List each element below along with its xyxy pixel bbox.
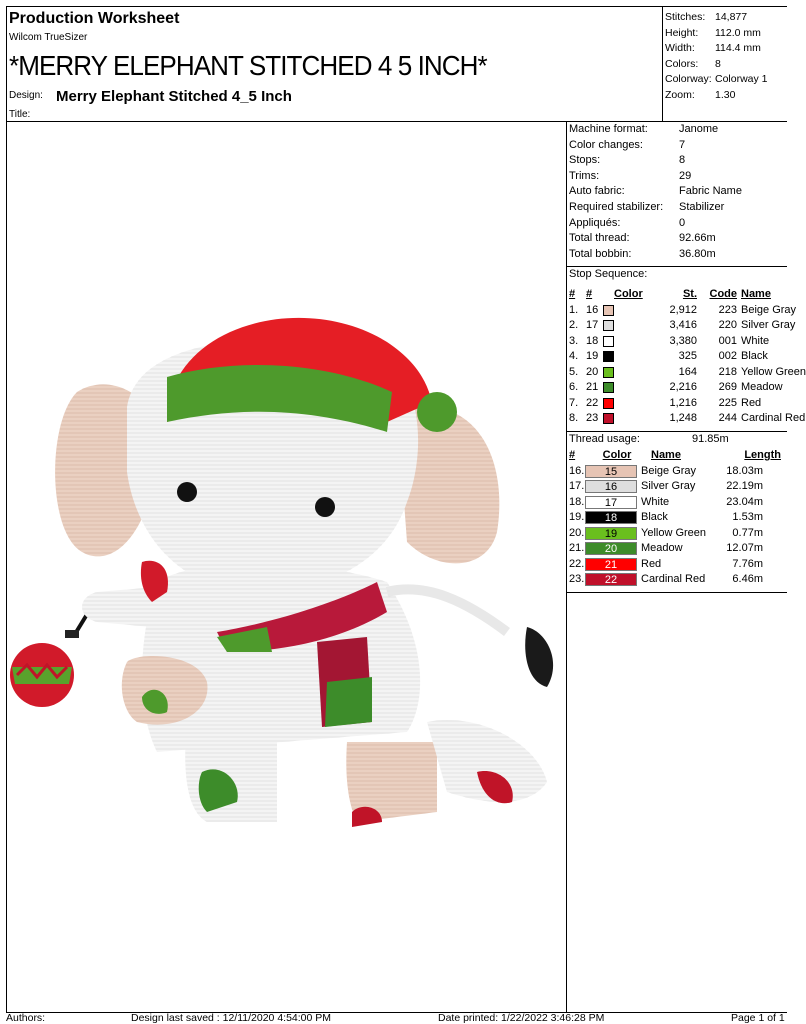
stop-color-number: 19 xyxy=(586,350,599,362)
stat-value: 8 xyxy=(715,57,721,70)
thread-length: 6.46m xyxy=(732,573,763,585)
stat-value: 14,877 xyxy=(715,11,748,23)
stop-color-swatch xyxy=(603,305,614,316)
thread-usage-label: Thread usage: xyxy=(569,433,640,445)
stat-row xyxy=(665,41,768,57)
machine-section-border xyxy=(566,266,787,267)
machine-label: Total bobbin: xyxy=(569,247,632,260)
machine-label: Auto fabric: xyxy=(569,185,625,198)
sidebar-divider xyxy=(566,121,567,1013)
stop-code: 001 xyxy=(718,334,737,347)
thread-index: 18. xyxy=(569,495,585,508)
stat-row xyxy=(665,26,768,42)
date-printed: Date printed: 1/22/2022 3:46:28 PM xyxy=(438,1012,605,1024)
machine-row xyxy=(569,153,787,169)
stop-color-swatch xyxy=(603,382,614,393)
thread-header-name: Name xyxy=(651,449,681,461)
stat-row xyxy=(665,88,768,104)
thread-index: 23. xyxy=(569,573,585,585)
stop-stitches: 325 xyxy=(678,350,697,362)
stop-row xyxy=(569,318,806,334)
stop-header-row xyxy=(569,287,806,303)
thread-section-border xyxy=(566,592,787,593)
stat-value: Colorway 1 xyxy=(715,73,768,85)
authors-label: Authors: xyxy=(6,1012,46,1024)
stop-color-number: 17 xyxy=(586,319,599,331)
stop-color-swatch xyxy=(603,413,614,424)
machine-row xyxy=(569,200,787,216)
stat-label: Colors: xyxy=(665,57,699,70)
thread-name: Meadow xyxy=(641,542,683,554)
stop-index: 6. xyxy=(569,381,579,393)
machine-label: Total thread: xyxy=(569,232,630,245)
stop-row xyxy=(569,396,806,412)
stop-code: 002 xyxy=(718,350,737,362)
stop-stitches: 3,380 xyxy=(669,334,697,347)
thread-row xyxy=(569,495,781,511)
machine-row xyxy=(569,184,787,200)
thread-length: 22.19m xyxy=(726,480,763,492)
stat-row xyxy=(665,72,768,88)
thread-name: Black xyxy=(641,511,668,523)
stop-index: 4. xyxy=(569,350,579,362)
stop-sequence-table xyxy=(569,287,806,427)
machine-row xyxy=(569,138,787,154)
machine-value: 8 xyxy=(679,154,686,167)
thread-index: 19. xyxy=(569,511,585,523)
thread-row xyxy=(569,557,781,573)
stop-code: 223 xyxy=(718,303,737,316)
stop-stitches: 1,248 xyxy=(669,412,697,424)
stop-color-number: 16 xyxy=(586,303,599,316)
stat-value: 1.30 xyxy=(715,88,736,101)
design-value: Merry Elephant Stitched 4_5 Inch xyxy=(56,88,292,105)
stop-color-swatch xyxy=(603,351,614,362)
stop-header-n2: # xyxy=(586,288,593,300)
thread-name: White xyxy=(641,495,670,508)
thread-index: 22. xyxy=(569,557,585,570)
stop-row xyxy=(569,349,806,365)
stop-row xyxy=(569,303,806,319)
stop-header-code: Code xyxy=(709,288,737,300)
machine-value: 36.80m xyxy=(679,247,716,260)
stop-color-swatch xyxy=(603,398,614,409)
title-label: Title: xyxy=(9,109,31,120)
elephant xyxy=(55,318,553,827)
stop-stitches: 2,912 xyxy=(669,303,697,316)
stop-row xyxy=(569,380,806,396)
stop-color-swatch xyxy=(603,320,614,331)
thread-index: 16. xyxy=(569,464,585,477)
thread-color-cell: 22 xyxy=(585,573,637,586)
machine-value: Fabric Name xyxy=(679,185,742,198)
thread-header-color: Color xyxy=(602,449,632,461)
machine-value: Janome xyxy=(679,123,719,135)
thread-usage-total: 91.85m xyxy=(692,433,729,445)
stat-label: Height: xyxy=(665,26,699,39)
stop-color-number: 20 xyxy=(586,365,599,378)
thread-length: 7.76m xyxy=(732,557,763,570)
stat-label: Width: xyxy=(665,42,695,54)
stop-color-swatch xyxy=(603,367,614,378)
stop-index: 3. xyxy=(569,334,579,347)
stat-row xyxy=(665,57,768,73)
stop-index: 7. xyxy=(569,396,579,409)
machine-row xyxy=(569,122,787,138)
thread-length: 1.53m xyxy=(732,511,763,523)
stop-header-n1: # xyxy=(569,288,576,300)
thread-row xyxy=(569,541,781,557)
machine-label: Appliqués: xyxy=(569,216,621,229)
thread-name: Yellow Green xyxy=(641,526,707,539)
thread-name: Red xyxy=(641,557,662,570)
stop-name: Beige Gray xyxy=(741,303,797,316)
machine-label: Required stabilizer: xyxy=(569,200,664,213)
thread-row xyxy=(569,464,781,480)
stop-index: 1. xyxy=(569,303,579,316)
thread-header-row xyxy=(569,448,781,464)
page-number: Page 1 of 1 xyxy=(731,1012,785,1024)
product-name: Wilcom TrueSizer xyxy=(9,32,88,43)
stop-stitches: 164 xyxy=(678,365,697,378)
design-label: Design: xyxy=(9,90,43,101)
thread-index: 21. xyxy=(569,542,585,554)
design-name-big: *MERRY ELEPHANT STITCHED 4 5 INCH* xyxy=(9,50,487,81)
stop-stitches: 1,216 xyxy=(669,396,697,409)
machine-label: Color changes: xyxy=(569,138,643,151)
thread-header-n: # xyxy=(569,449,576,461)
thread-color-cell: 21 xyxy=(585,558,637,571)
thread-name: Silver Gray xyxy=(641,480,696,492)
stop-name: Cardinal Red xyxy=(741,412,806,424)
stop-index: 8. xyxy=(569,412,579,424)
machine-value: 7 xyxy=(679,138,686,151)
stop-color-number: 18 xyxy=(586,334,599,347)
stop-index: 2. xyxy=(569,319,579,331)
stat-row xyxy=(665,10,768,26)
thread-row xyxy=(569,510,781,526)
stop-header-name: Name xyxy=(741,288,771,300)
stop-row xyxy=(569,334,806,350)
thread-name: Cardinal Red xyxy=(641,573,706,585)
stop-name: Black xyxy=(741,350,768,362)
design-stats xyxy=(665,10,768,103)
machine-label: Stops: xyxy=(569,154,601,167)
thread-length: 0.77m xyxy=(732,526,763,539)
thread-color-cell: 20 xyxy=(585,542,637,555)
stop-name: Silver Gray xyxy=(741,319,796,331)
stop-stitches: 2,216 xyxy=(669,381,697,393)
stat-value: 114.4 mm xyxy=(715,42,761,54)
thread-row xyxy=(569,572,781,588)
machine-row xyxy=(569,216,787,232)
thread-index: 17. xyxy=(569,480,585,492)
stop-code: 220 xyxy=(718,319,737,331)
thread-length: 23.04m xyxy=(726,495,763,508)
stop-section-border xyxy=(566,431,787,432)
stop-color-number: 23 xyxy=(586,412,599,424)
thread-row xyxy=(569,526,781,542)
thread-index: 20. xyxy=(569,526,585,539)
stop-color-number: 21 xyxy=(586,381,599,393)
ornament xyxy=(10,598,97,707)
stop-header-color: Color xyxy=(614,288,643,300)
machine-info xyxy=(569,122,787,262)
thread-color-cell: 16 xyxy=(585,480,637,493)
machine-value: 29 xyxy=(679,169,692,182)
machine-value: Stabilizer xyxy=(679,200,725,213)
stop-index: 5. xyxy=(569,365,579,378)
stop-code: 244 xyxy=(718,412,737,424)
stop-code: 225 xyxy=(718,396,737,409)
stop-header-st: St. xyxy=(682,288,697,300)
last-saved: Design last saved : 12/11/2020 4:54:00 PM xyxy=(131,1012,332,1024)
stat-label: Colorway: xyxy=(665,73,712,85)
machine-value: 92.66m xyxy=(679,232,716,245)
stop-code: 269 xyxy=(718,381,737,393)
stop-color-number: 22 xyxy=(586,396,599,409)
stat-label: Stitches: xyxy=(665,11,706,23)
thread-color-cell: 17 xyxy=(585,496,637,509)
stop-color-swatch xyxy=(603,336,614,347)
stat-value: 112.0 mm xyxy=(715,26,761,39)
machine-row xyxy=(569,169,787,185)
thread-length: 18.03m xyxy=(726,464,763,477)
thread-header-length: Length xyxy=(744,449,781,461)
thread-color-cell: 19 xyxy=(585,527,637,540)
thread-color-cell: 18 xyxy=(585,511,637,524)
stop-stitches: 3,416 xyxy=(669,319,697,331)
stop-name: Red xyxy=(741,396,762,409)
machine-value: 0 xyxy=(679,216,686,229)
stat-label: Zoom: xyxy=(665,88,695,101)
design-preview xyxy=(7,122,566,1012)
stop-row xyxy=(569,365,806,381)
machine-label: Machine format: xyxy=(569,123,648,135)
thread-color-cell: 15 xyxy=(585,465,637,478)
stop-name: White xyxy=(741,334,770,347)
stop-name: Yellow Green xyxy=(741,365,806,378)
stop-code: 218 xyxy=(718,365,737,378)
thread-usage-table xyxy=(569,448,781,588)
stop-row xyxy=(569,411,806,427)
thread-name: Beige Gray xyxy=(641,464,697,477)
thread-row xyxy=(569,479,781,495)
machine-label: Trims: xyxy=(569,169,600,182)
machine-row xyxy=(569,231,787,247)
thread-length: 12.07m xyxy=(726,542,763,554)
worksheet-title: Production Worksheet xyxy=(9,10,180,27)
worksheet-footer xyxy=(6,1013,787,1023)
machine-row xyxy=(569,247,787,263)
stop-name: Meadow xyxy=(741,381,783,393)
stop-sequence-label: Stop Sequence: xyxy=(569,268,648,280)
